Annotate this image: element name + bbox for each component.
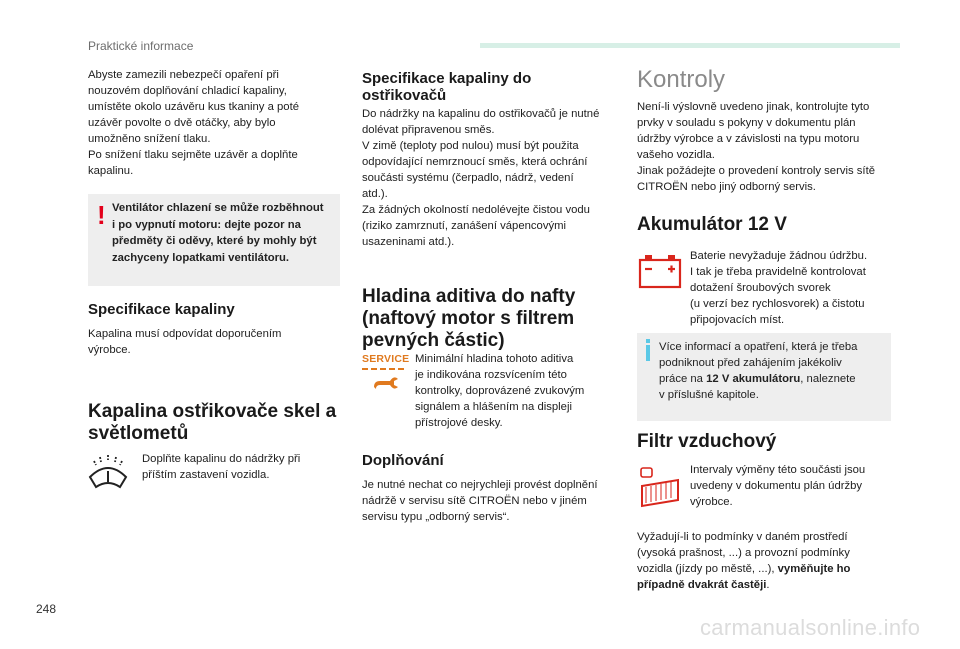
text-line: předměty či oděvy, které by mohly být: [112, 235, 317, 247]
fluid-spec-text: [88, 326, 338, 358]
text-line: Vyžadují-li to podmínky v daném prostředí: [637, 531, 848, 543]
text-line: I tak je třeba pravidelně kontrolovat: [690, 266, 866, 278]
text-line: uzávěr povolte o dvě otáčky, aby bylo: [88, 117, 276, 129]
text-line: součásti systému (čerpadlo, nádrž, vedení: [362, 172, 574, 184]
text-line: dotažení šroubových svorek: [690, 282, 831, 294]
heading-line: pevných částic): [362, 330, 505, 351]
battery-icon: [637, 250, 683, 290]
text-line: Minimální hladina tohoto aditiva: [415, 353, 574, 365]
text-line: Není-li výslovně uvedeno jinak, kontrolujte tyto: [637, 101, 870, 113]
text-line: kapalinu.: [88, 165, 134, 177]
service-dashes: [362, 368, 404, 370]
text-line: umístěte okolo uzávěru kus tkaniny a poté: [88, 101, 299, 113]
text-line: je indikována rozsvícením této: [415, 369, 567, 381]
watermark: carmanualsonline.info: [700, 615, 921, 640]
fan-warning-text: [112, 200, 340, 266]
text-line: Více informací a opatření, která je třeba: [659, 341, 858, 353]
exclamation-icon: !: [97, 200, 106, 230]
text-line: výrobce.: [88, 344, 131, 356]
text-line: servisu typu „odborný servis“.: [362, 511, 510, 523]
checks-heading: Kontroly: [637, 66, 726, 93]
text-line: Baterie nevyžaduje žádnou údržbu.: [690, 250, 868, 262]
text-line: výrobce.: [690, 496, 733, 508]
text-line: Ventilátor chlazení se může rozběhnout: [112, 202, 324, 214]
page-number: 248: [36, 602, 57, 616]
checks-text: [637, 99, 899, 195]
fan-warning-box: [88, 194, 340, 286]
text-line: Za žádných okolností nedolévejte čistou vodu: [362, 204, 590, 216]
text-line: Doplňte kapalinu do nádržky při: [142, 453, 301, 465]
text-line: nouzovém doplňování chladicí kapaliny,: [88, 85, 287, 97]
heading-line: ostřikovačů: [362, 87, 447, 104]
battery-info-text: [659, 339, 885, 403]
washer-spec-text: [362, 106, 624, 250]
additive-heading: [362, 286, 575, 352]
text-line: případně dvakrát častěji.: [637, 579, 770, 591]
text-line: Jinak požádejte o provedení kontroly servis sítě: [637, 165, 875, 177]
text-line: vašeho vozidla.: [637, 149, 715, 161]
text-line: Po snížení tlaku sejměte uzávěr a doplňte: [88, 149, 298, 161]
text-line: podniknout před zahájením jakékoliv: [659, 357, 842, 369]
washer-heading: [88, 401, 336, 445]
text-line: vozidla (jízdy po městě, ...), vyměňujte ho: [637, 563, 851, 575]
text-line: prvky v souladu s pokyny v dokumentu plán: [637, 117, 856, 129]
text-line: kontrolky, doprovázené zvukovým: [415, 385, 585, 397]
heading-line: světlometů: [88, 423, 189, 444]
heading-line: Hladina aditiva do nafty: [362, 286, 576, 307]
wrench-icon: [372, 373, 400, 395]
text-line: přístrojové desky.: [415, 417, 503, 429]
text-line: nádržě v servisu sítě CITROËN nebo v jiném: [362, 495, 587, 507]
battery-info-box: [637, 333, 891, 421]
text-line: zachyceny lopatkami ventilátoru.: [112, 251, 290, 264]
text-line: práce na 12 V akumulátoru, naleznete: [659, 373, 856, 385]
text-line: atd.).: [362, 188, 388, 200]
text-line: usazeninami atd.).: [362, 236, 455, 248]
text-line: Je nutné nechat co nejrychleji provést doplnění: [362, 479, 598, 491]
washer-text: [142, 451, 342, 483]
text-line: Abyste zamezili nebezpečí opaření při: [88, 69, 279, 81]
coolant-intro: [88, 67, 343, 179]
air-filter-note: [637, 529, 899, 593]
service-warning-icon: [362, 353, 410, 399]
text-line: dolévat připravenou směs.: [362, 124, 495, 136]
text-line: Kapalina musí odpovídat doporučením: [88, 328, 282, 340]
heading-line: Specifikace kapaliny do: [362, 70, 532, 87]
text-line: i po vypnutí motoru: dejte pozor na: [112, 218, 301, 231]
text-line: v příslušné kapitole.: [659, 389, 759, 401]
text-line: (vysoká prašnost, ...) a provozní podmínky: [637, 547, 850, 559]
text-line: příštím zastavení vozidla.: [142, 469, 270, 481]
info-icon: [646, 339, 650, 361]
text-line: odpovídající nemrznoucí směs, která ochrání: [362, 156, 588, 168]
air-filter-icon: [637, 466, 683, 510]
service-icon-label: SERVICE: [362, 353, 410, 365]
refill-heading: Doplňování: [362, 452, 444, 469]
text-line: signálem a hlášením na displeji: [415, 401, 572, 413]
text-line: údržby výrobce a v závislosti na typu motoru: [637, 133, 860, 145]
text-line: Do nádržky na kapalinu do ostřikovačů je nutné: [362, 108, 600, 120]
text-line: připojovacích míst.: [690, 314, 785, 326]
text-line: (riziko zamrznutí, zanášení vápencovými: [362, 220, 567, 232]
battery-text: [690, 248, 895, 328]
text-line: umožněno snížení tlaku.: [88, 133, 211, 145]
heading-line: Kapalina ostřikovače skel a: [88, 401, 337, 422]
washer-fluid-icon: [86, 451, 130, 491]
additive-text: [415, 351, 615, 431]
section-label: Praktické informace: [88, 39, 194, 53]
heading-line: (naftový motor s filtrem: [362, 308, 575, 329]
air-filter-heading: Filtr vzduchový: [637, 431, 777, 452]
text-line: CITROËN nebo jiný odborný servis.: [637, 181, 816, 193]
fluid-spec-heading: Specifikace kapaliny: [88, 301, 235, 318]
washer-spec-heading: [362, 70, 531, 104]
air-filter-text: [690, 462, 895, 510]
text-line: V zimě (teploty pod nulou) musí být použita: [362, 140, 579, 152]
text-line: Intervaly výměny této součásti jsou: [690, 464, 866, 476]
refill-text: [362, 477, 624, 525]
text-line: (u verzí bez rychlosvorek) a čistotu: [690, 298, 865, 310]
battery-heading: Akumulátor 12 V: [637, 214, 787, 235]
text-line: uvedeny v dokumentu plán údržby: [690, 480, 863, 492]
header-accent-bar: [480, 43, 900, 48]
